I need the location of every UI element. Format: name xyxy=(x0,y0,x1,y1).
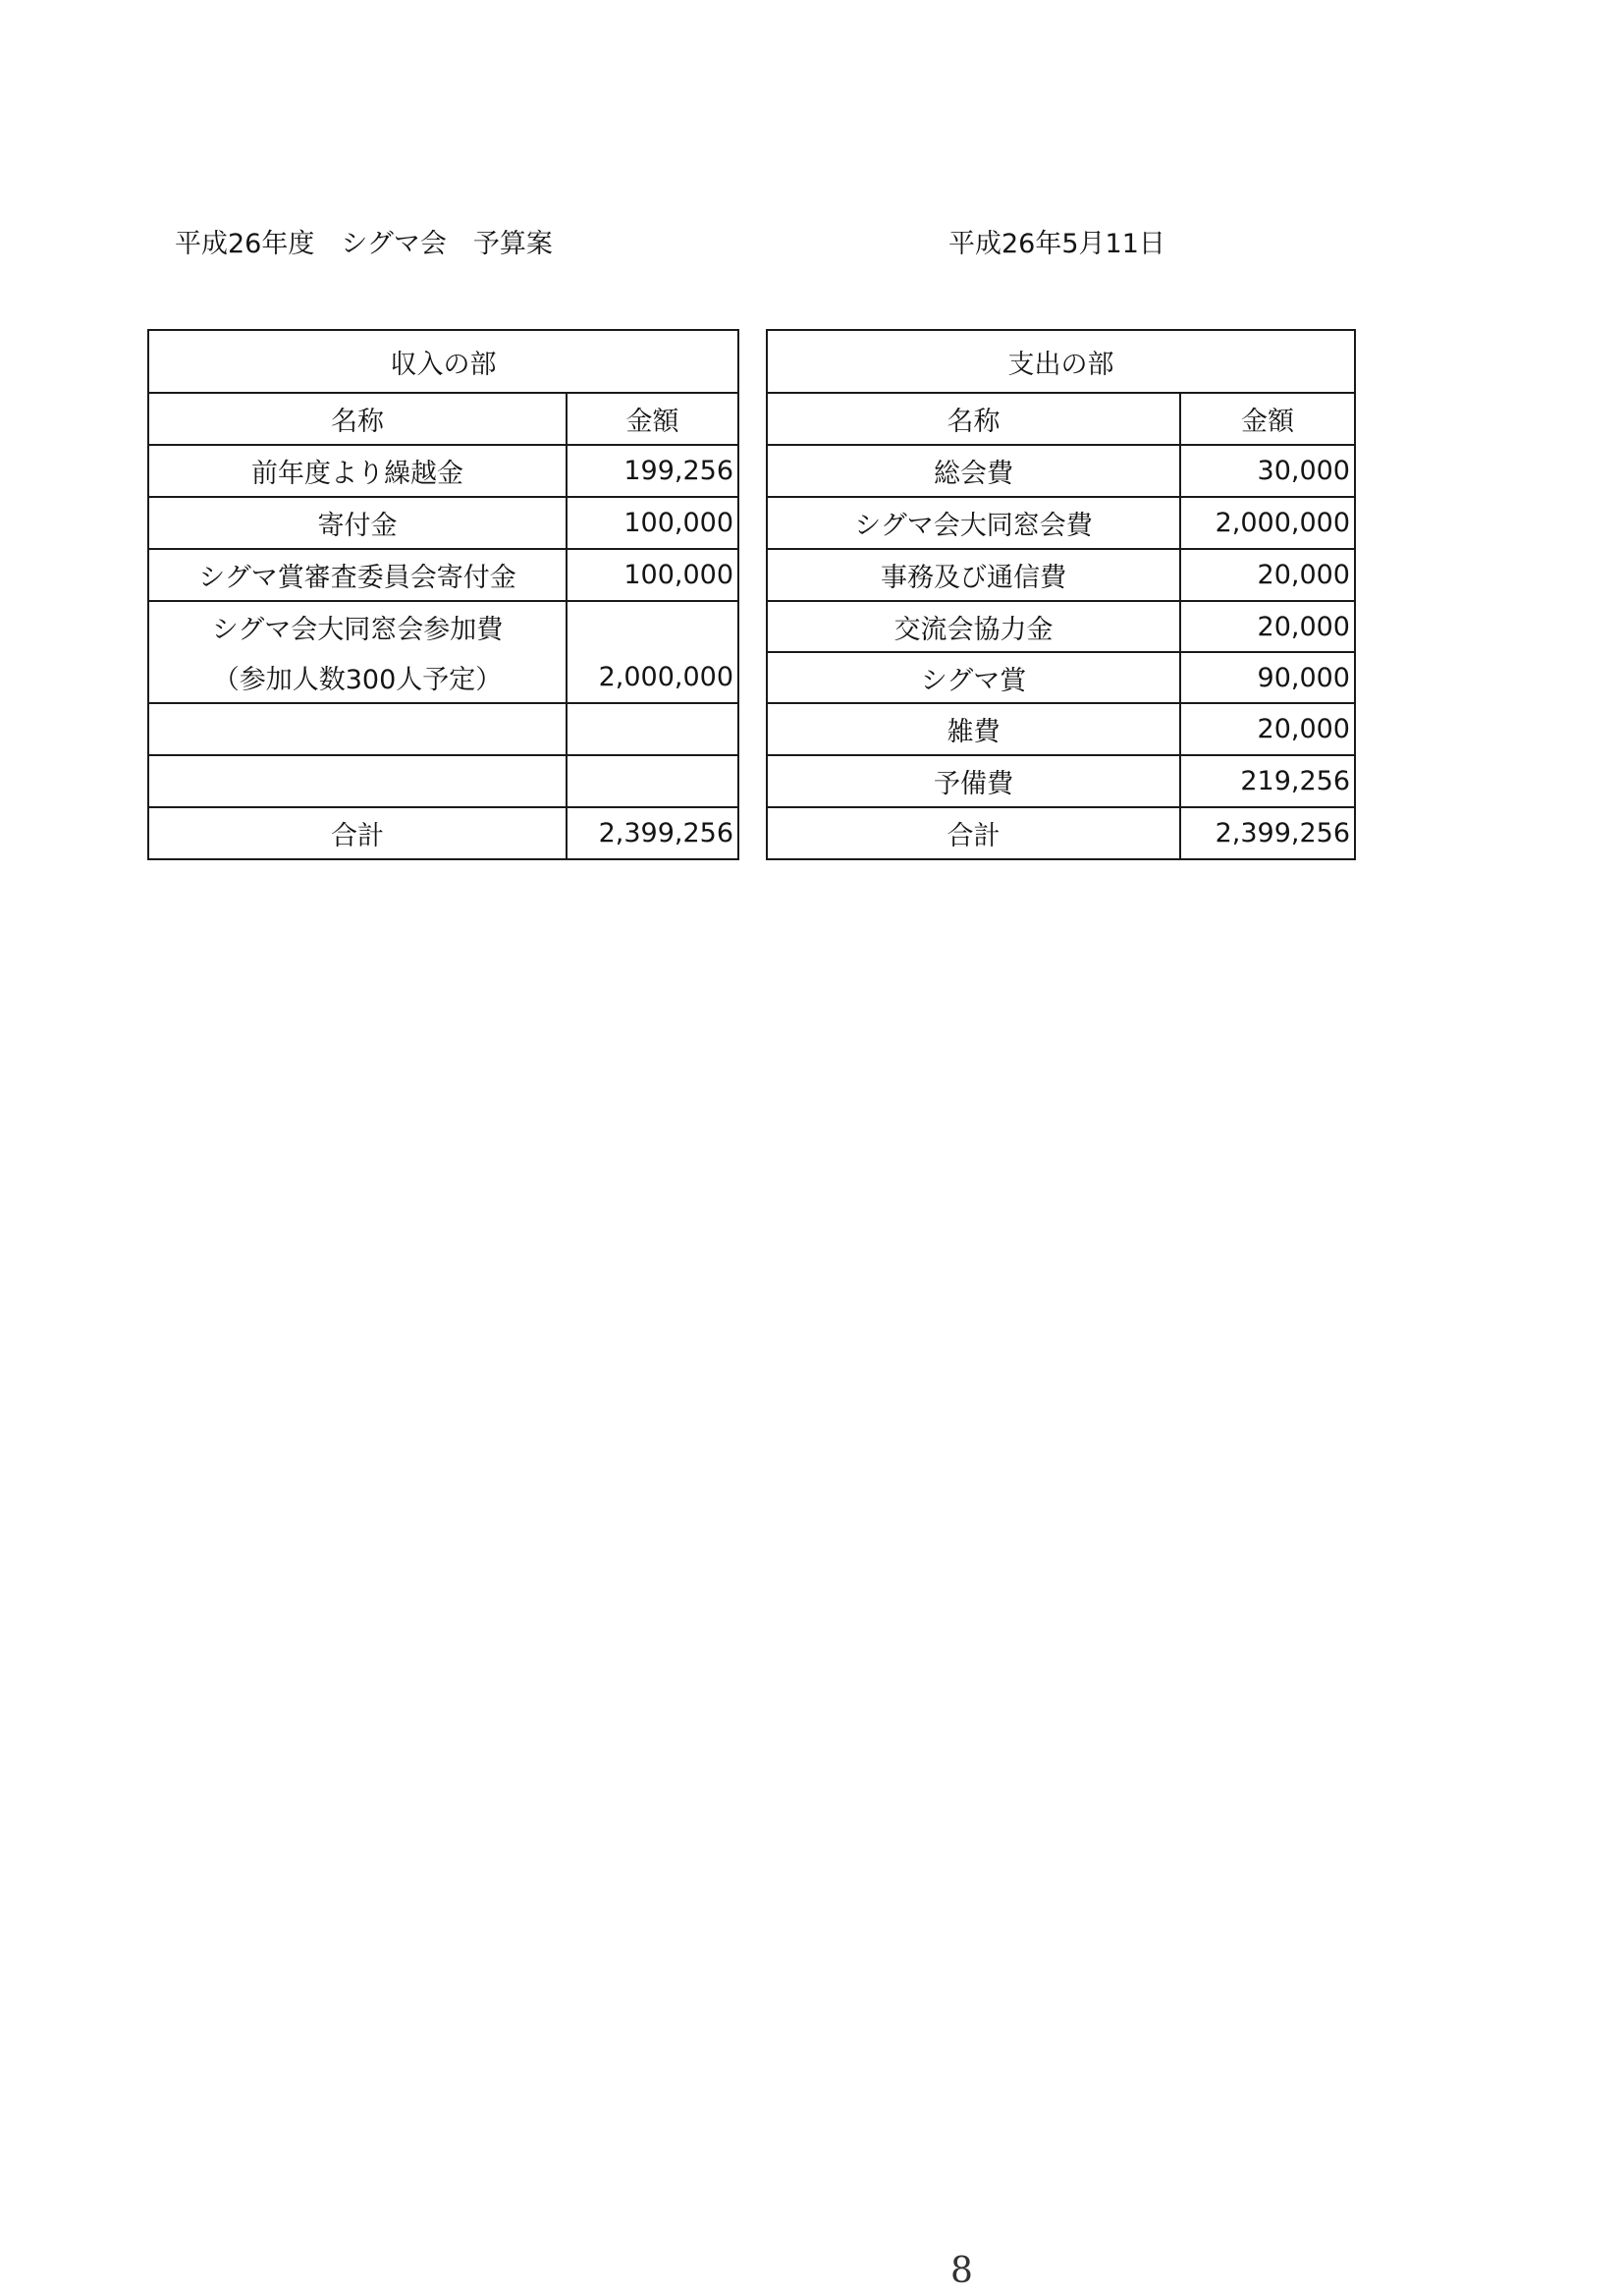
expense-item-name: 総会費 xyxy=(767,445,1180,497)
income-item-amount: 2,000,000 xyxy=(567,652,738,703)
expense-item-name: シグマ会大同窓会費 xyxy=(767,497,1180,549)
page-number-mark: 8 xyxy=(950,2251,973,2291)
document-title: 平成26年度 シグマ会 予算案 xyxy=(175,229,553,259)
table-row xyxy=(148,497,738,549)
table-row xyxy=(767,755,1355,807)
expense-item-amount: 20,000 xyxy=(1180,703,1355,755)
document-date: 平成26年5月11日 xyxy=(948,229,1165,259)
table-row xyxy=(148,652,738,703)
income-total-amount: 2,399,256 xyxy=(567,807,738,859)
expense-col-amount-header: 金額 xyxy=(1180,393,1355,445)
expense-table xyxy=(766,329,1356,860)
income-item-name-line1: シグマ会大同窓会参加費 xyxy=(148,601,567,652)
income-col-name-header: 名称 xyxy=(148,393,567,445)
expense-item-amount: 20,000 xyxy=(1180,601,1355,652)
table-row xyxy=(767,703,1355,755)
table-row xyxy=(767,497,1355,549)
table-row xyxy=(767,445,1355,497)
income-item-name-line2: （参加人数300人予定） xyxy=(148,652,567,703)
expense-section-title: 支出の部 xyxy=(767,330,1355,393)
expense-total-amount: 2,399,256 xyxy=(1180,807,1355,859)
table-row xyxy=(767,549,1355,601)
income-header-row xyxy=(148,393,738,445)
expense-item-name: シグマ賞 xyxy=(767,652,1180,703)
table-row xyxy=(148,549,738,601)
expense-title-row xyxy=(767,330,1355,393)
income-item-name: 前年度より繰越金 xyxy=(148,445,567,497)
income-empty-cell xyxy=(567,703,738,755)
table-row xyxy=(767,652,1355,703)
expense-header-row xyxy=(767,393,1355,445)
expense-item-name: 雑費 xyxy=(767,703,1180,755)
income-item-amount: 100,000 xyxy=(567,497,738,549)
expense-total-row xyxy=(767,807,1355,859)
expense-item-name: 予備費 xyxy=(767,755,1180,807)
income-table xyxy=(147,329,739,860)
income-item-name: 寄付金 xyxy=(148,497,567,549)
table-row xyxy=(767,601,1355,652)
income-empty-cell xyxy=(148,703,567,755)
income-col-amount-header: 金額 xyxy=(567,393,738,445)
table-row xyxy=(148,445,738,497)
income-item-amount: 199,256 xyxy=(567,445,738,497)
table-row xyxy=(148,601,738,652)
income-item-amount-spacer xyxy=(567,601,738,652)
expense-total-label: 合計 xyxy=(767,807,1180,859)
table-row-empty xyxy=(148,755,738,807)
expense-item-name: 交流会協力金 xyxy=(767,601,1180,652)
expense-col-name-header: 名称 xyxy=(767,393,1180,445)
income-title-row xyxy=(148,330,738,393)
income-empty-cell xyxy=(148,755,567,807)
expense-item-amount: 2,000,000 xyxy=(1180,497,1355,549)
expense-item-amount: 30,000 xyxy=(1180,445,1355,497)
income-item-name: シグマ賞審査委員会寄付金 xyxy=(148,549,567,601)
expense-item-name: 事務及び通信費 xyxy=(767,549,1180,601)
income-total-label: 合計 xyxy=(148,807,567,859)
income-section-title: 収入の部 xyxy=(148,330,738,393)
table-row-empty xyxy=(148,703,738,755)
income-empty-cell xyxy=(567,755,738,807)
expense-item-amount: 90,000 xyxy=(1180,652,1355,703)
expense-item-amount: 219,256 xyxy=(1180,755,1355,807)
expense-item-amount: 20,000 xyxy=(1180,549,1355,601)
income-item-amount: 100,000 xyxy=(567,549,738,601)
income-total-row xyxy=(148,807,738,859)
